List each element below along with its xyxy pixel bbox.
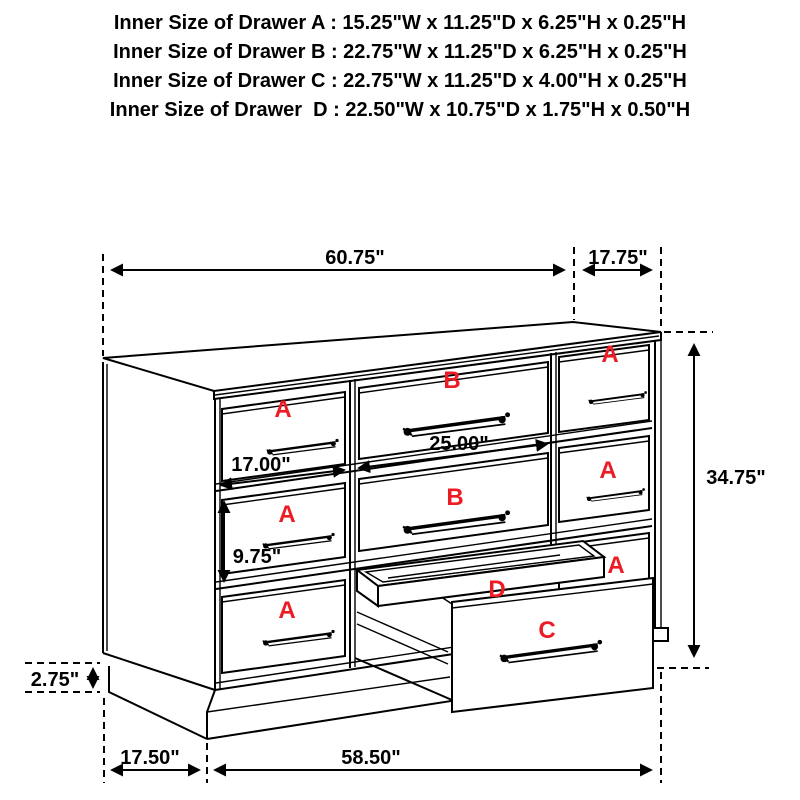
dim-label-overall-height: 34.75": [706, 467, 766, 489]
dim-label-front-width: 58.50": [341, 747, 401, 769]
spec-line-drawer-d: Inner Size of Drawer D : 22.50"W x 10.75"D x 1.75"H x 0.50"H: [109, 99, 691, 121]
drawer-label-right-top: A: [601, 341, 619, 368]
drawer-label-tray-d: D: [488, 576, 506, 603]
drawer-front-left-bottom: [222, 580, 345, 673]
cabinet-right-edge: [652, 340, 668, 641]
drawer-label-left-top: A: [274, 396, 292, 423]
spec-line-drawer-c: Inner Size of Drawer C : 22.75"W x 11.25"D x 4.00"H x 0.25"H: [113, 70, 687, 92]
drawer-label-right-middle: A: [599, 457, 617, 484]
dim-label-top-width: 60.75": [325, 247, 385, 269]
dim-label-side-depth: 17.50": [120, 747, 180, 769]
drawer-label-right-bottom: A: [607, 552, 625, 579]
cabinet-left-side-panel: [103, 362, 220, 690]
right-foot-bracket: [652, 628, 668, 641]
drawer-label-left-middle: A: [278, 501, 296, 528]
dim-label-top-depth: 17.75": [588, 247, 648, 269]
inner-size-spec-block: [0, 9, 800, 125]
dim-label-drawer-b-width: 25.00": [429, 433, 489, 455]
drawer-label-center-top: B: [443, 367, 461, 394]
dim-label-base-height: 2.75": [30, 669, 80, 691]
drawer-label-open-c: C: [538, 617, 556, 644]
drawer-label-center-middle: B: [446, 484, 464, 511]
spec-line-drawer-a: Inner Size of Drawer A : 15.25"W x 11.25"D x 6.25"H x 0.25"H: [113, 12, 687, 34]
spec-line-drawer-b: Inner Size of Drawer B : 22.75"W x 11.25"D x 6.25"H x 0.25"H: [113, 41, 687, 63]
open-drawer-c: [426, 578, 653, 712]
dim-label-drawer-a-width: 17.00": [231, 454, 291, 476]
drawer-label-left-bottom: A: [278, 597, 296, 624]
dim-label-drawer-height: 9.75": [232, 546, 282, 568]
